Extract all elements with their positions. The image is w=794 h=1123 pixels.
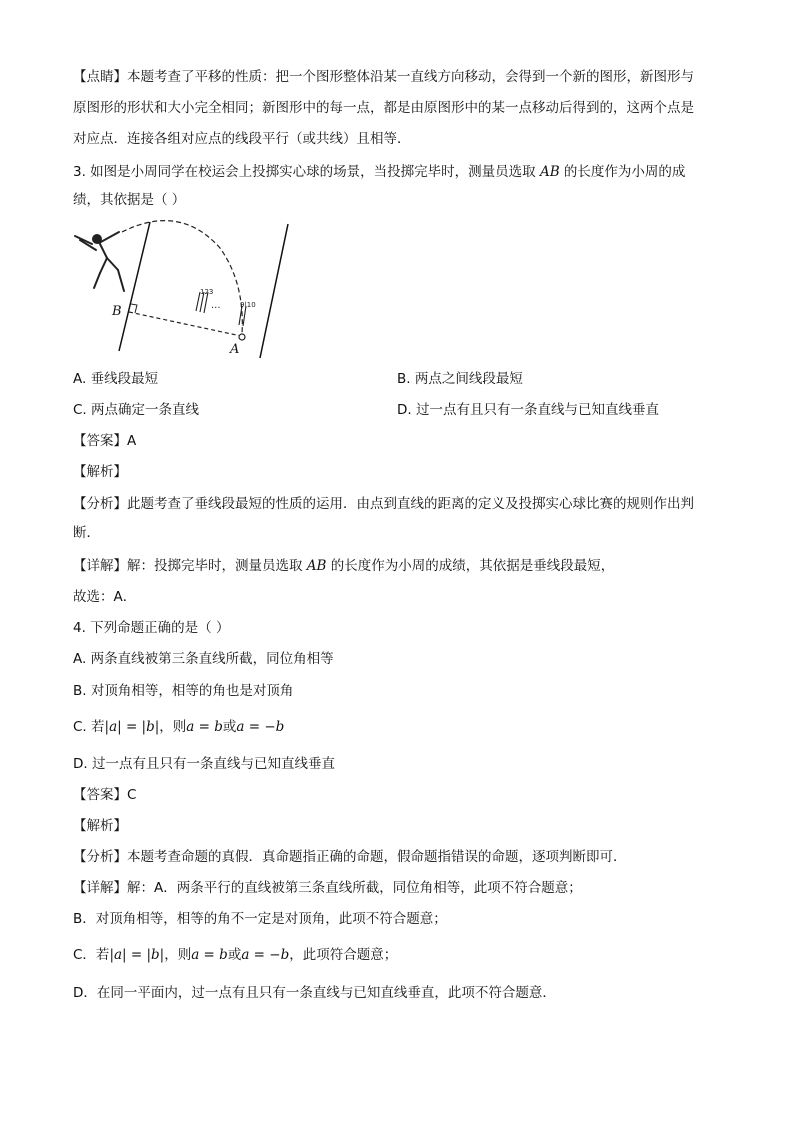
mark-dots: ··· [211,303,221,314]
q4-option-c-pre: C. 若 [73,719,105,735]
q2-comment-line-2: 原图形的形状和大小完全相同；新图形中的每一点，都是由原图形中的某一点移动后得到的，这两个点是 [73,100,694,116]
segment-ab [129,312,241,336]
q3-analysis-line-1: 【分析】此题考查了垂线段最短的性质的运用．由点到直线的距离的定义及投掷实心球比赛的规则作出判 [73,496,694,512]
ball-icon [239,334,245,340]
q4-detail-c-math3: a = −b [241,947,290,963]
q4-option-c-math2: a = b [186,719,223,735]
q4-option-c [73,717,284,737]
q3-analysis-title: 【解析】 [73,464,127,480]
q3-option-a: A. 垂线段最短 [73,371,159,387]
label-a: A [230,342,240,357]
shot-put-figure [70,218,300,367]
q3-stem-text-b: 的长度作为小周的成 [559,164,686,180]
boundary-line-right [260,224,288,358]
q4-detail-c [73,945,397,965]
q4-option-c-mid: ，则 [159,719,187,735]
q4-detail-d: D．在同一平面内，过一点有且只有一条直线与已知直线垂直，此项不符合题意． [73,985,556,1001]
q4-option-b: B. 对顶角相等，相等的角也是对顶角 [73,683,294,699]
q4-analysis: 【分析】本题考查命题的真假．真命题指正确的命题，假命题指错误的命题，逐项判断即可． [73,849,627,865]
q3-stem-text-a: 3. 如图是小周同学在校运会上投掷实心球的场景，当投掷完毕时，测量员选取 [73,164,540,180]
q4-analysis-title: 【解析】 [73,818,127,834]
q4-detail-c-mid: ，则 [164,947,192,963]
right-angle-mark [131,304,137,313]
q3-stem-line-2: 绩，其依据是（ ） [73,192,186,208]
q3-option-b: B. 两点之间线段最短 [397,371,523,387]
q3-detail-ab: AB [306,558,327,574]
q3-option-c: C. 两点确定一条直线 [73,402,200,418]
q4-detail-c-math: |a| = |b| [109,947,165,963]
trajectory-curve [122,221,242,334]
q2-comment-line-3: 对应点．连接各组对应点的线段平行（或共线）且相等． [73,131,411,147]
q4-answer: 【答案】C [73,787,137,803]
q3-option-d: D. 过一点有且只有一条直线与已知直线垂直 [397,402,659,418]
q3-answer: 【答案】A [73,433,137,449]
q4-stem: 4. 下列命题正确的是（ ） [73,620,230,636]
q4-option-c-math3: a = −b [236,719,285,735]
q4-detail-c-post: ，此项符合题意； [289,947,398,963]
label-b: B [112,304,122,319]
q3-stem-line-1 [73,162,685,182]
q4-detail-b: B．对顶角相等，相等的角不一定是对顶角，此项不符合题意； [73,911,447,927]
q4-detail-c-math2: a = b [191,947,228,963]
q4-option-c-math: |a| = |b| [104,719,160,735]
q3-analysis-line-2: 断． [73,525,100,541]
q4-option-c-or: 或 [222,719,237,735]
mark-numbers-right: 9|10 [240,301,256,309]
q3-detail-text-b: 的长度作为小周的成绩，其依据是垂线段最短， [326,558,615,574]
q4-detail-c-or: 或 [227,947,242,963]
mark-numbers-left: 123 [200,288,214,296]
q4-detail-c-pre: C．若 [73,947,110,963]
q4-option-d: D. 过一点有且只有一条直线与已知直线垂直 [73,756,335,772]
q3-choose: 故选：A． [73,589,137,605]
q2-comment-line-1: 【点睛】本题考查了平移的性质：把一个图形整体沿某一直线方向移动，会得到一个新的图形，新图形与 [73,69,694,85]
q4-option-a: A. 两条直线被第三条直线所截，同位角相等 [73,651,334,667]
q3-stem-ab: AB [539,164,560,180]
q3-detail-text-a: 【详解】解：投掷完毕时，测量员选取 [73,558,307,574]
thrower-silhouette [75,232,124,291]
q3-detail [73,556,614,576]
q4-detail-a: 【详解】解：A．两条平行的直线被第三条直线所截，同位角相等，此项不符合题意； [73,880,582,896]
